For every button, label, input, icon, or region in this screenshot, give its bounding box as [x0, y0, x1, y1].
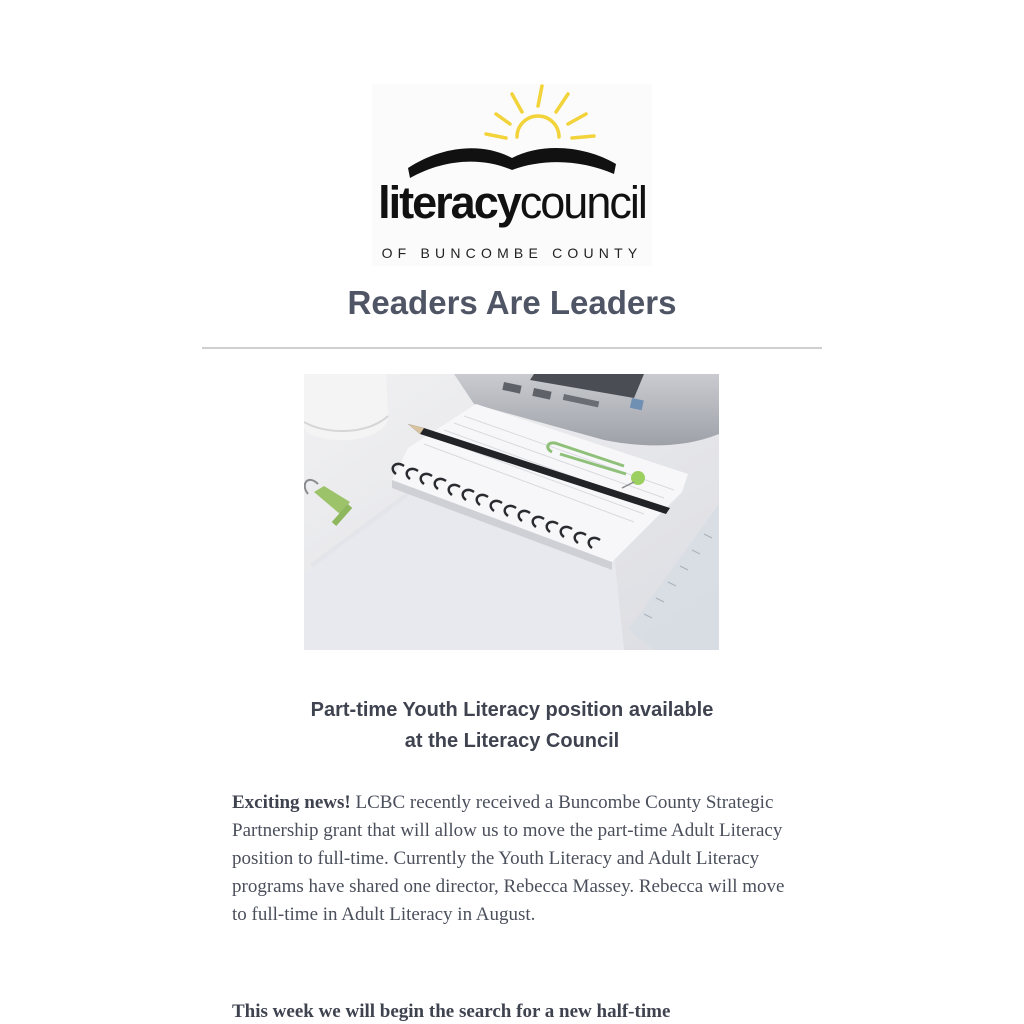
- article-headline-line2: at the Literacy Council: [404, 730, 620, 752]
- article-paragraph-1: [232, 789, 792, 929]
- article-headline: [202, 695, 822, 757]
- header-divider: [202, 347, 822, 349]
- logo-word-light: council: [519, 177, 646, 228]
- paragraph-1-text: LCBC recently received a Buncombe County Strategic Partnership grant that will allow us to move the part-time Adult Literacy position to full-time. Currently the Youth Literacy and Adult Literacy programs have shared one director, Rebecca Massey. Rebecca will move to full-time in Adult Literacy in August.: [232, 792, 785, 925]
- logo-word-bold: literacy: [378, 177, 520, 228]
- notebook-photo-icon: [304, 374, 719, 650]
- logo-wordmark: [372, 177, 652, 228]
- literacy-council-logo[interactable]: [372, 84, 652, 266]
- article-paragraph-2: This week we will begin the search for a new half-time: [232, 1001, 671, 1022]
- logo-subtitle: OF BUNCOMBE COUNTY: [381, 245, 643, 261]
- article-headline-line1: Part-time Youth Literacy position available: [310, 699, 714, 721]
- page-title: Readers Are Leaders: [347, 284, 677, 321]
- hero-image: [304, 374, 719, 650]
- sun-book-icon: [372, 84, 652, 266]
- lead-bold-text: Exciting news!: [232, 792, 351, 813]
